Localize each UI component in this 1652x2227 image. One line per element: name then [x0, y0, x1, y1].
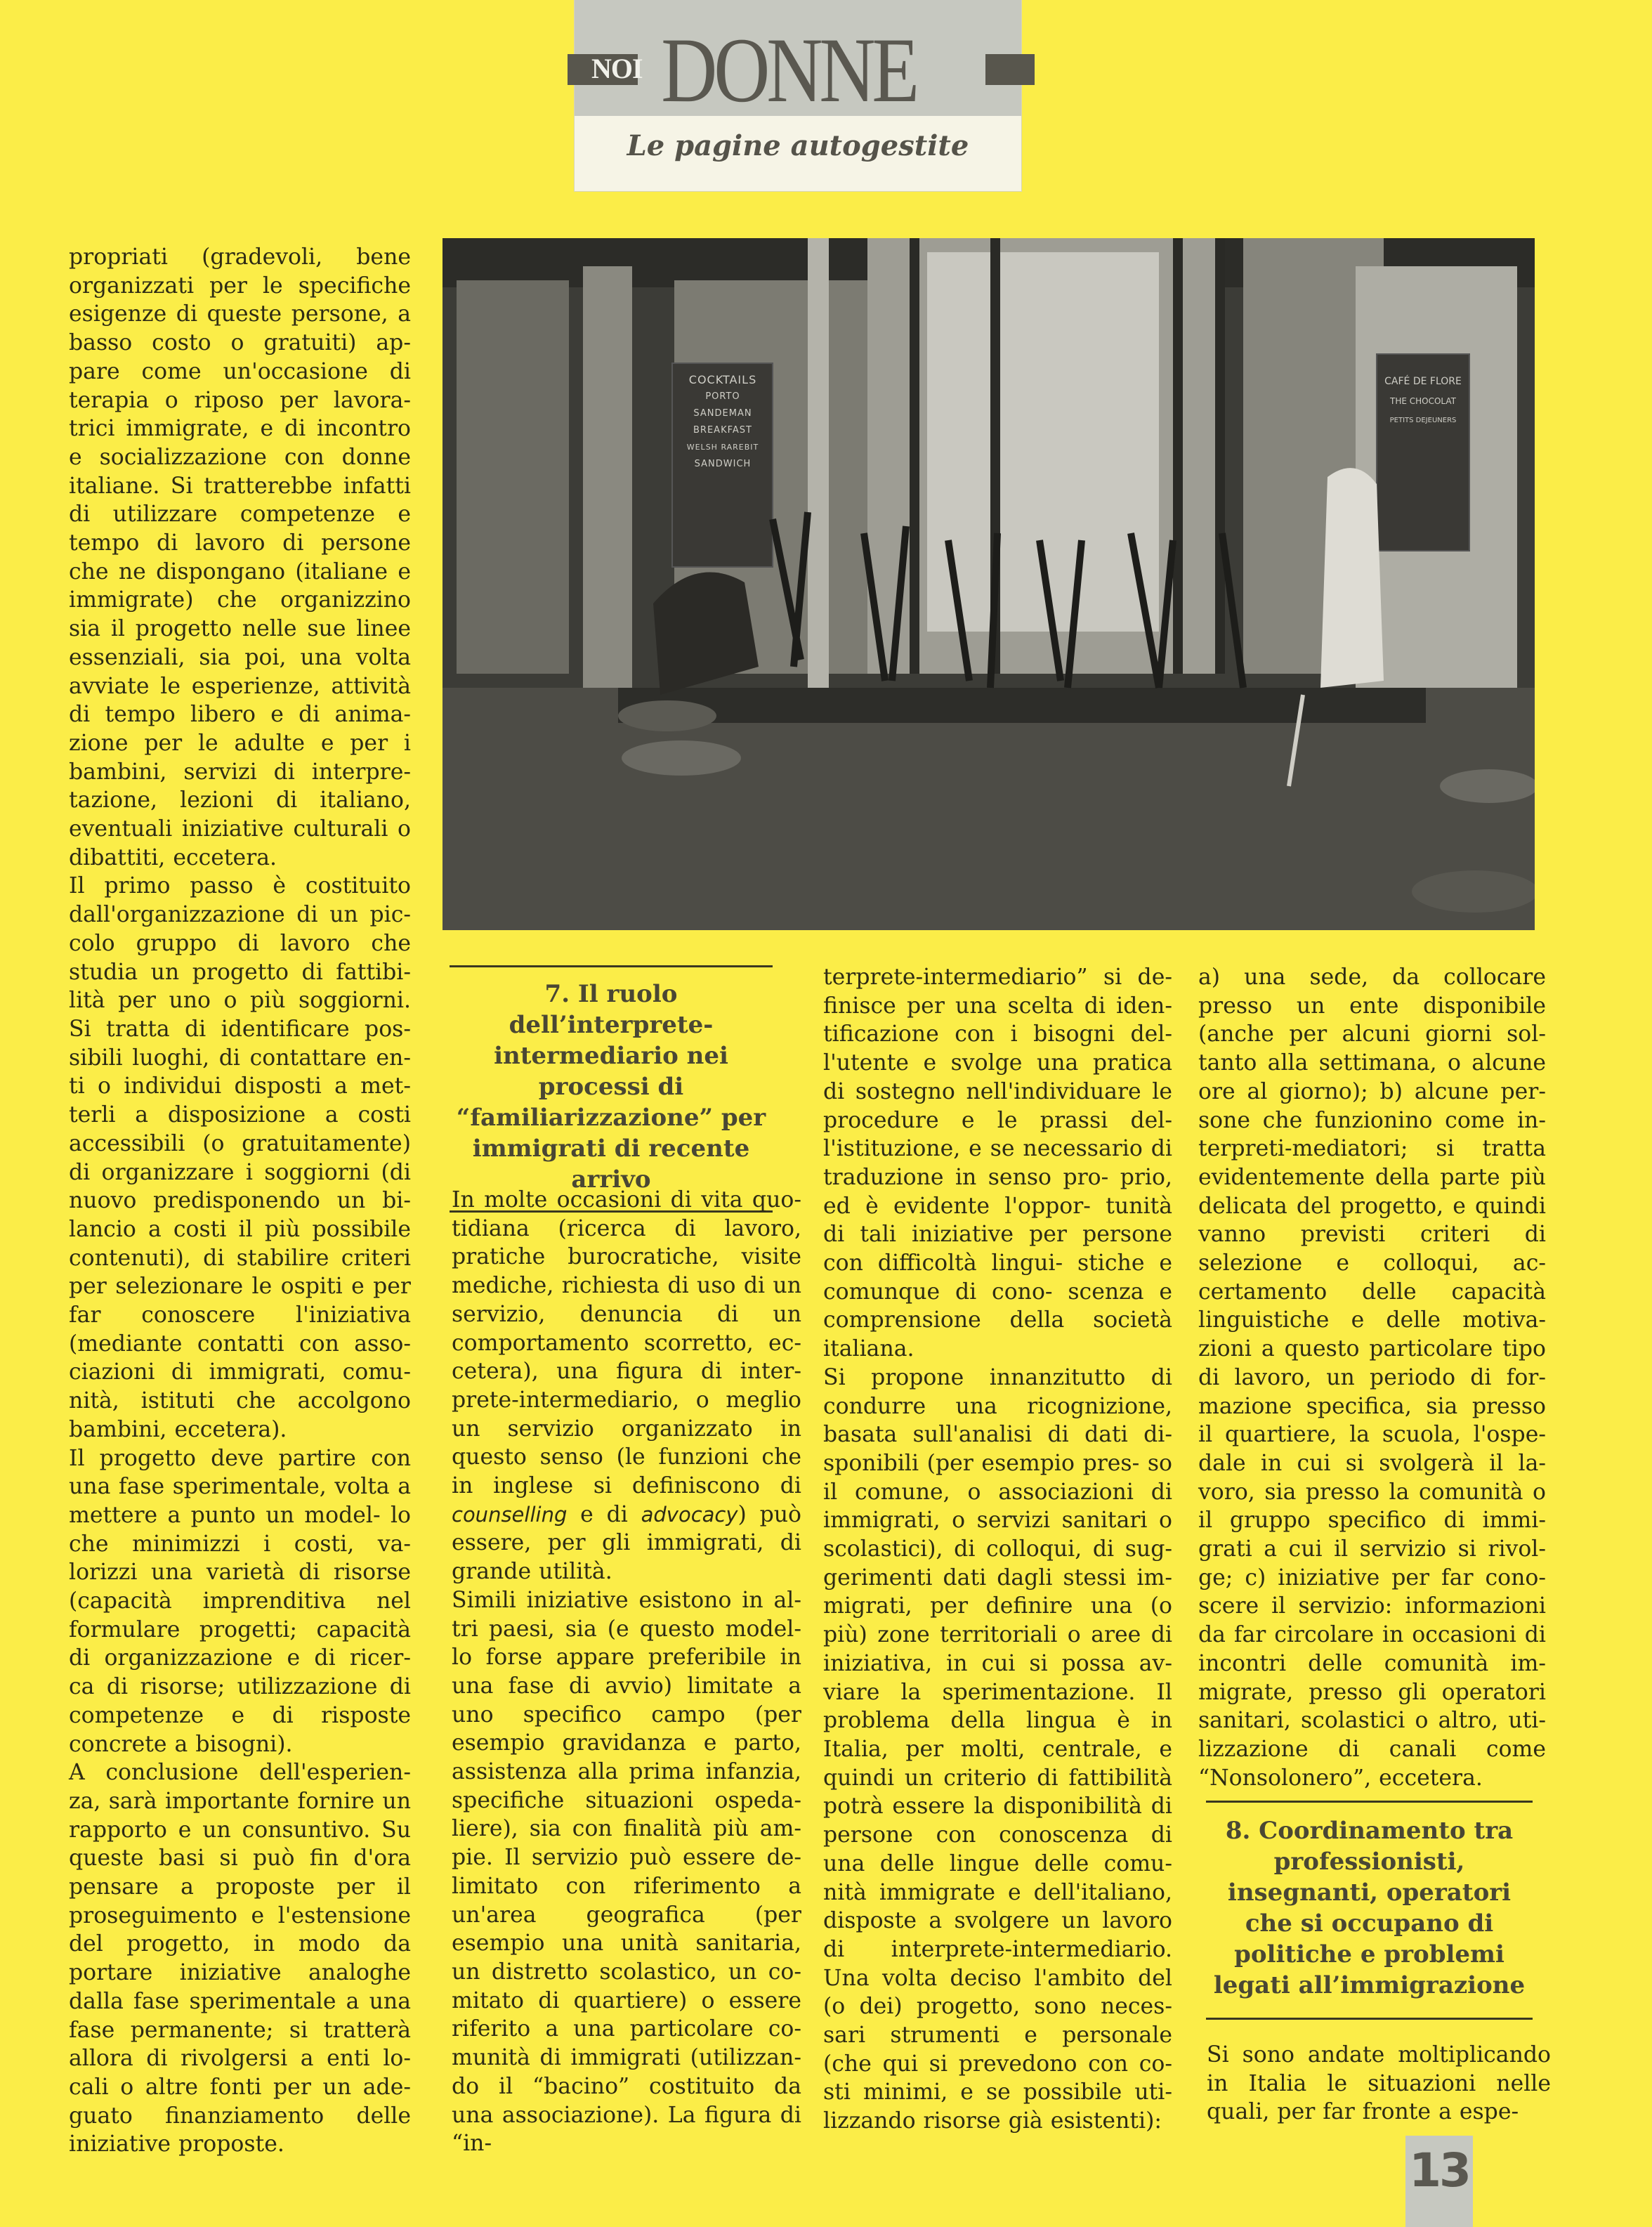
paragraph: Simili iniziative esistono in al- tri paesi, sia (e questo model- lo forse appare preferibile in una fase di avvio) limitate a uno specifico campo (per esempio gravidanza e parto, assistenza alla prima infanzia, specifiche situazioni ospeda- liere), sia con finalità più am- pie. Il servizio può essere de- limitato con riferimento a un'area geografica (per esempio una unità sanitaria, un distretto scolastico, un co- mitato di quartiere) o essere riferito a una particolare co- munità di immigrati (utilizzan- do il “bacino” costituito da una associazione). La figura di “in-: [452, 1587, 801, 2157]
text-run: ) può essere, per gli immigrati, di grande utilità.: [452, 1501, 802, 1585]
text-run: e di: [567, 1501, 641, 1527]
column-4: [1198, 963, 1546, 1792]
column-1: [69, 243, 411, 2159]
paragraph: Si sono andate moltiplicando in Italia le situazioni nelle quali, per far fronte a espe-: [1207, 2042, 1551, 2125]
paragraph: propriati (gradevoli, bene organizzati per le specifiche esigenze di queste persone, a basso costo o gratuiti) ap- pare come un'occasione di terapia o riposo per lavora- trici immigrate, e di incontro e socializzazione con donne italiane. Si tratterebbe infatti di utilizzare competenze e tempo di lavoro di persone che ne dispongano (italiane e immigrate) che organizzino sia il progetto nelle sue linee essenziali, sia poi, una volta avviate le esperienze, attività di tempo libero e di anima- zione per le adulte e per i bambini, servizi di interpre- tazione, lezioni di italiano, eventuali iniziative culturali o dibattiti, eccetera.: [69, 244, 411, 870]
column-3: [823, 963, 1172, 2136]
term-advocacy: advocacy: [641, 1502, 738, 1527]
sign-right-line: CAFÉ DE FLORE: [1384, 376, 1462, 387]
paragraph: terprete-intermediario” si de- finisce per una scelta di iden- tificazione con i bisogni del- l'utente e svolge una pratica di sostegno nell'individuare le procedure e le prassi del- l'istituzione, e se necessario di traduzione in senso pro- prio, ed è evidente l'oppor- tunità di tali iniziative per persone con difficoltà lingui- stiche e comunque di cono- scenza e comprensione della società italiana.: [823, 965, 1172, 1362]
sign-left-line: PORTO SANDEMAN: [693, 391, 752, 419]
text-run: In molte occasioni di vita quo- tidiana (ricerca di lavoro, pratiche burocratiche, visite mediche, richiesta di uso di un servizio, denuncia di un comportamento scorretto, ec- cetera), una figura di inter- prete-intermediario, o meglio un servizio organizzato in questo senso (le funzioni che in inglese si definiscono di: [452, 1187, 801, 1499]
paragraph: a) una sede, da collocare presso un ente disponibile (anche per alcuni giorni sol- tanto alla settimana, o alcune ore al giorno); b) alcune per- sone che funzionino come in- terpreti-mediatori; si tratta evidentemente della parte più delicata del progetto, e quindi vanno previsti criteri di selezione e colloqui, ac- certamento delle capacità linguistiche e delle motiva- zioni a questo particolare tipo di lavoro, un periodo di for- mazione specifica, sia presso il quartiere, la scuola, l'ospe- dale in cui si svolgerà il la- voro, sia presso la comunità o il gruppo specifico di immi- grati a cui il servizio si rivol- ge; c) iniziative per far cono- scere il servizio: informazioni da far circolare in occasioni di incontri delle comunità im- migrate, presso gli operatori sanitari, scolastici o altro, uti- lizzazione di canali come “Nonsolonero”, eccetera.: [1198, 965, 1546, 1791]
paragraph: Il primo passo è costituito dall'organizzazione di un pic- colo gruppo di lavoro che studia un progetto di fattibi- lità per uno o più soggiorni. Si tratta di identificare pos- sibili luoghi, di contattare en- ti o individui disposti a met- terli a disposizione a costi accessibili (o gratuitamente) di organizzare i soggiorni (di nuovo predisponendo un bi- lancio a costi il più possibile contenuti), di stabilire criteri per selezionare le ospiti e per far conoscere l'iniziativa (mediante contatti con asso- ciazioni di immigrati, comu- nità, istituti che accolgono bambini, eccetera).: [69, 873, 411, 1442]
masthead: [575, 0, 1021, 191]
cafe-photo: [442, 238, 1535, 930]
sign-left-line: SANDWICH: [694, 459, 752, 469]
column-4-continued: [1207, 2041, 1551, 2127]
sign-right-line: PETITS DEJEUNERS: [1389, 417, 1457, 424]
sign-left-line: BREAKFAST: [693, 425, 752, 436]
sign-left-line: COCKTAILS: [688, 373, 757, 386]
section-7-heading: 7. Il ruolo dell’interprete- intermediario nei processi di “familiarizzazione” per immigrati di recente arrivo: [450, 965, 773, 1213]
column-2: [452, 1186, 801, 2158]
paragraph: [452, 1186, 801, 1586]
section-8-heading: 8. Coordinamento tra professionisti, insegnanti, operatori che si occupano di politiche e problemi legati all’immigrazione: [1206, 1801, 1533, 2020]
sign-right-line: THE CHOCOLAT: [1390, 396, 1456, 406]
sign-left: [678, 372, 768, 473]
sign-right: [1379, 372, 1467, 431]
term-counselling: counselling: [452, 1502, 568, 1527]
paragraph: Il progetto deve partire con una fase sperimentale, volta a mettere a punto un model- lo che minimizzi i costi, va- lorizzi una varietà di risorse (capacità imprenditiva nel formulare progetti; capacità di organizzazione e di ricer- ca di risorse; utilizzazione di competenze e di risposte concrete a bisogni).: [69, 1445, 411, 1757]
logo-noi: NOI: [591, 53, 643, 84]
page-number: 13: [1405, 2136, 1473, 2227]
cafe-photo-image: [442, 238, 1535, 930]
masthead-subtitle: Le pagine autogestite: [627, 129, 969, 162]
masthead-bar-right: [985, 54, 1035, 85]
sign-left-line: WELSH RAREBIT: [686, 443, 759, 452]
paragraph: Si propone innanzitutto di condurre una ricognizione, basata sull'analisi di dati di- sponibili (per esempio pres- so il comune, o associazioni di immigrati, o servizi sanitari o scolastici), di colloqui, di sug- gerimenti dati dagli stessi im- migrati, per definire una (o più) zone territoriali o aree di iniziativa, in cui si possa av- viare la sperimentazione. Il problema della lingua è in Italia, per molti, centrale, e quindi un criterio di fattibilità potrà essere la disponibilità di persone con conoscenza di una delle lingue delle comu- nità immigrate e dell'italiano, disposte a svolgere un lavoro di interprete-intermediario. Una volta deciso l'ambito del (o dei) progetto, sono neces- sari strumenti e personale (che qui si prevedono con co- sti minimi, e se possibile uti- lizzando risorse già esistenti):: [823, 1364, 1172, 2134]
logo-donne: DONNE: [661, 18, 917, 122]
paragraph: A conclusione dell'esperien- za, sarà importante fornire un rapporto e un consuntivo. Su queste basi si può fin d'ora pensare a proposte per il proseguimento e l'estensione del progetto, in modo da portare iniziative analoghe dalla fase sperimentale a una fase permanente; si tratterà allora di rivolgersi a enti lo- cali o altre fonti per un ade- guato finanziamento delle iniziative proposte.: [69, 1760, 411, 2157]
